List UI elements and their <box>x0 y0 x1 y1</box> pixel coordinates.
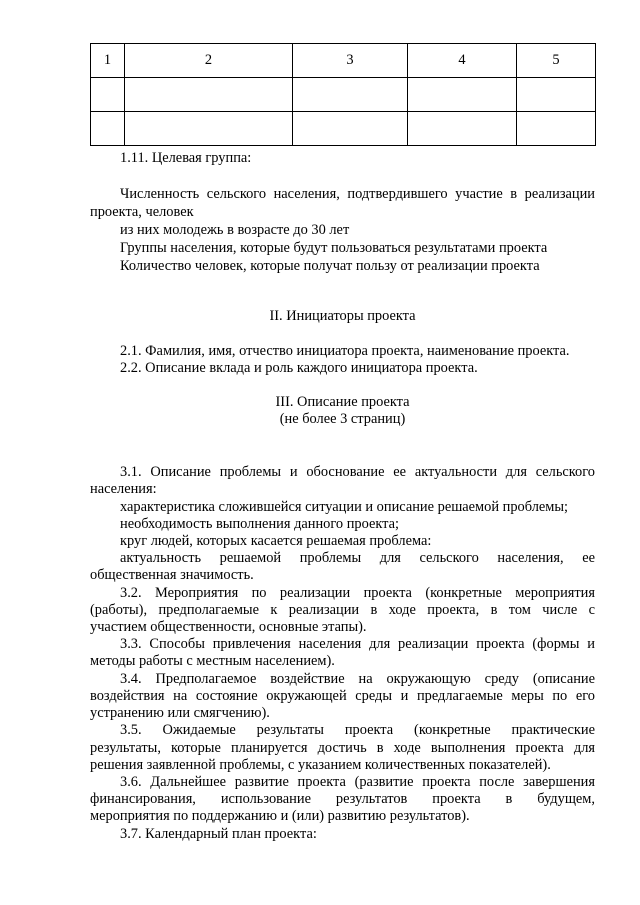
section-1-11-title: 1.11. Целевая группа: <box>120 150 252 166</box>
table-header-cell: 3 <box>293 44 408 78</box>
paragraph-line: 3.7. Календарный план проекта: <box>120 826 317 842</box>
paragraph-line: методы работы с местным населением). <box>90 653 335 669</box>
table-cell <box>293 78 408 112</box>
table-header-cell: 4 <box>408 44 517 78</box>
paragraph-line: необходимость выполнения данного проекта; <box>120 516 400 532</box>
paragraph-line: воздействия на состояние окружающей среды и предлагаемые меры по его <box>90 688 595 704</box>
paragraph-line: 3.4. Предполагаемое воздействие на окружающую среду (описание <box>120 671 595 687</box>
paragraph-line: Численность сельского населения, подтвердившего участие в реализации <box>120 186 595 202</box>
table-cell <box>408 112 517 146</box>
paragraph-line: круг людей, которых касается решаемая проблема: <box>120 533 432 549</box>
paragraph-line: 3.3. Способы привлечения населения для реализации проекта (формы и <box>120 636 595 652</box>
paragraph-line: результаты, которые планируется достичь в ходе выполнения проекта для <box>90 740 595 756</box>
paragraph-line: 2.2. Описание вклада и роль каждого инициатора проекта. <box>120 360 478 376</box>
paragraph-line: решения заявленной проблемы, с указанием количественных показателей). <box>90 757 551 773</box>
table-header-cell: 1 <box>91 44 125 78</box>
table-cell <box>91 112 125 146</box>
table-cell <box>125 78 293 112</box>
paragraph-line: 3.6. Дальнейшее развитие проекта (развитие проекта после завершения <box>120 774 595 790</box>
table-cell <box>517 112 596 146</box>
section-3-subtitle: (не более 3 страниц) <box>279 411 406 427</box>
paragraph-line: 3.2. Мероприятия по реализации проекта (конкретные мероприятия <box>120 585 595 601</box>
paragraph-line: населения: <box>90 481 157 497</box>
paragraph-line: 2.1. Фамилия, имя, отчество инициатора проекта, наименование проекта. <box>120 343 570 359</box>
table-cell <box>125 112 293 146</box>
table-header-cell: 2 <box>125 44 293 78</box>
paragraph-line: устранению или смягчению). <box>90 705 270 721</box>
paragraph-line: мероприятия по поддержанию и (или) развитию результатов). <box>90 808 470 824</box>
paragraph-line: актуальность решаемой проблемы для сельского населения, ее <box>120 550 595 566</box>
paragraph-line: 3.1. Описание проблемы и обоснование ее актуальности для сельского <box>120 464 595 480</box>
section-3-title: III. Описание проекта <box>275 394 410 410</box>
table-row <box>91 78 596 112</box>
table-header-row <box>91 44 596 78</box>
paragraph-line: участием общественности, основные этапы). <box>90 619 367 635</box>
paragraph-line: 3.5. Ожидаемые результаты проекта (конкретные практические <box>120 722 595 738</box>
table-cell <box>91 78 125 112</box>
paragraph-line: характеристика сложившейся ситуации и описание решаемой проблемы; <box>120 499 569 515</box>
table-header-cell: 5 <box>517 44 596 78</box>
paragraph-line: из них молодежь в возрасте до 30 лет <box>120 222 350 238</box>
paragraph-line: проекта, человек <box>90 204 194 220</box>
paragraph-line: Количество человек, которые получат пользу от реализации проекта <box>120 258 540 274</box>
table-cell <box>408 78 517 112</box>
paragraph-line: (работы), предполагаемые к реализации в ходе проекта, в том числе с <box>90 602 595 618</box>
paragraph-line: общественная значимость. <box>90 567 254 583</box>
table-row <box>91 112 596 146</box>
table-cell <box>517 78 596 112</box>
paragraph-line: финансирования, использование результатов проекта в будущем, <box>90 791 595 807</box>
project-table <box>90 43 596 146</box>
table-cell <box>293 112 408 146</box>
section-2-title: II. Инициаторы проекта <box>269 308 416 324</box>
paragraph-line: Группы населения, которые будут пользоваться результатами проекта <box>120 240 548 256</box>
